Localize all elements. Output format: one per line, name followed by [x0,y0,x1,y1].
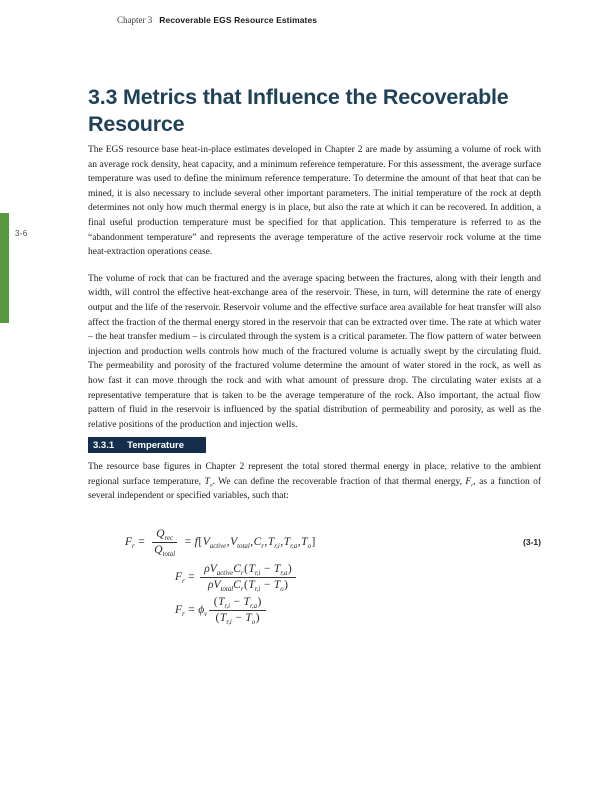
math-sub: r [471,482,474,489]
page-edge-tab [0,213,9,323]
running-header [117,15,317,25]
equation-number: (3-1) [523,537,541,548]
equation-2-body: $F_r$ = $\frac{\rho V_{active}C_r(T_{r,i} - T_{r,a})}{\rho V_{total}C_r(T_{r,i} - T_o)}$ [175,563,298,591]
math-var: T [204,476,210,487]
equation-3-body: $F_r$ = $\phi_v$ $\frac{(T_{r,i} - T_{r,a})}{(T_{r,i} - T_o)}$ [175,596,268,624]
inline-math-To [204,477,212,487]
equation-block [88,528,541,627]
paragraph-subsection-intro [88,460,541,504]
intro-text-3: , as a function of several independent or specified variables, such that: [88,476,541,502]
math-var: F [465,476,472,487]
equation-3-1 [88,528,541,559]
equation-3-1-body: $F_r$ = $\frac{Q_{rec}}{Q_{total}}$ = f [ $V_{active}$ , $V_{total}$ , $C_r$ , $T_{r,i}$ , $T_{r,a}$ , $T_o$ ] [125,528,316,559]
chapter-title: Recoverable EGS Resource Estimates [159,15,318,25]
section-title: 3.3 Metrics that Influence the Recoverable Resource [88,85,509,136]
math-sub: o [209,482,213,489]
intro-text-1: The resource base figures in Chapter 2 represent the total stored thermal energy in place, relative to the ambient regional surface temperature, [88,462,541,487]
paragraph-2: The volume of rock that can be fractured and the average spacing between the fractures, along with their length and width, will control the effective heat-exchange area of the reservoir. These, in turn, will determine the rate of energy output and the life of the reservoir. Reservoir volume and the effective surface area available for heat transfer will also affect the fraction of the thermal energy stored in the reservoir that can be extracted over time. The rate at which water – the heat transfer medium – is circulated through the system is a critical parameter. The flow pattern of water between injection and production wells controls how much of the fractured volume is actually swept by the circulating fluid. The permeability and porosity of the fractured volume determine the amount of water stored in the rock, as well as how fast it can move through the rock and with what amount of pressure drop. The circulating water exists at a representative temperature that is taken to be the average temperature of the rock. Also important, the actual flow pattern of fluid in the reservoir is influenced by the spatial distribution of permeability and porosity, as well as the relative positions of the production and injection wells. [88,273,541,430]
subsection-number: 3.3.1 [93,439,115,451]
main-column [88,84,541,627]
intro-text-2: . We can define the recoverable fraction of that thermal energy, [212,476,466,487]
paragraph-1: The EGS resource base heat-in-place estimates developed in Chapter 2 are made by assuming a volume of rock with an average rock density, heat capacity, and a minimum reference temperature. For this assessment, the average surface temperature was used to define the minimum reference temperature. To determine the amount of that heat that can be mined, it is also necessary to include several other important parameters. The initial temperature of the rock at depth determines not only how much thermal energy is in place, but also the rate at which it can be recovered. In addition, a final useful production temperature must be specified for that application. This temperature is referred to as the “abandonment temperature” and represents the average temperature of the active reservoir rock volume at the time heat-extraction operations cease. [88,145,541,258]
equation-3 [88,596,541,627]
subsection-heading [88,437,206,453]
subsection-label: Temperature [127,439,184,451]
page-number: 3-6 [15,229,28,238]
equation-2 [88,563,541,594]
chapter-label: Chapter 3 [117,15,153,25]
